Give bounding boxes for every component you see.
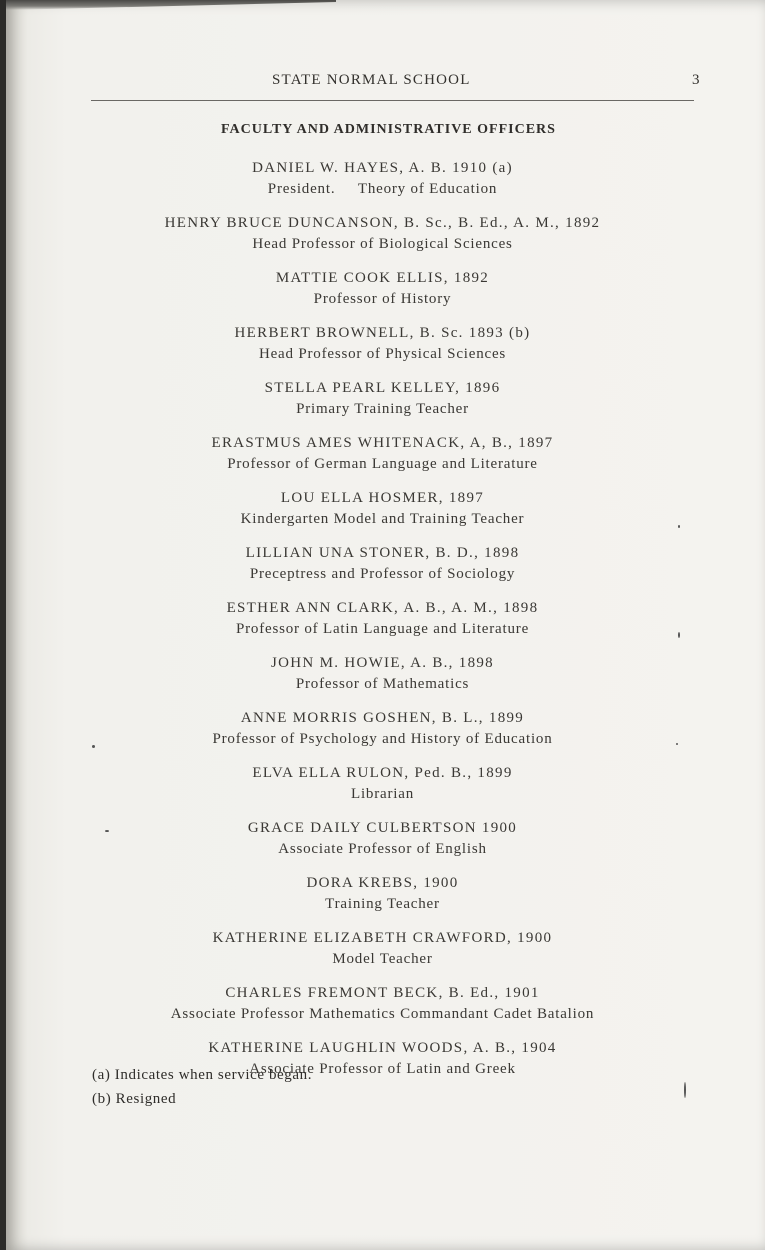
faculty-title: Professor of Psychology and History of Education bbox=[212, 731, 553, 747]
faculty-title: Kindergarten Model and Training Teacher bbox=[240, 511, 525, 527]
faculty-name: HENRY BRUCE DUNCANSON, B. Sc., B. Ed., A. M., 1892 bbox=[164, 215, 601, 231]
scan-speck bbox=[92, 745, 95, 748]
header-rule bbox=[91, 100, 694, 101]
faculty-entry bbox=[0, 928, 765, 970]
faculty-title: Associate Professor of Latin and Greek bbox=[249, 1061, 516, 1077]
faculty-name: HERBERT BROWNELL, B. Sc. 1893 (b) bbox=[234, 325, 531, 341]
faculty-entry bbox=[0, 213, 765, 255]
faculty-title: Training Teacher bbox=[325, 896, 440, 912]
faculty-entry bbox=[0, 433, 765, 475]
scan-speck bbox=[684, 1082, 686, 1098]
faculty-title: Professor of Mathematics bbox=[295, 676, 470, 692]
page-number: 3 bbox=[692, 72, 700, 88]
scan-speck bbox=[678, 525, 680, 528]
faculty-entry bbox=[0, 543, 765, 585]
faculty-entry bbox=[0, 268, 765, 310]
faculty-title: Model Teacher bbox=[332, 951, 433, 967]
faculty-title: Head Professor of Physical Sciences bbox=[258, 346, 507, 362]
faculty-title: Primary Training Teacher bbox=[296, 401, 469, 417]
faculty-title: Librarian bbox=[350, 786, 414, 802]
faculty-name: CHARLES FREMONT BECK, B. Ed., 1901 bbox=[225, 985, 540, 1001]
faculty-entry bbox=[0, 873, 765, 915]
faculty-list bbox=[0, 158, 765, 1080]
faculty-title: President. Theory of Education bbox=[267, 181, 498, 197]
faculty-name: KATHERINE LAUGHLIN WOODS, A. B., 1904 bbox=[208, 1040, 557, 1056]
faculty-title: Professor of Latin Language and Literature bbox=[235, 621, 530, 637]
scan-edge-shadow bbox=[6, 0, 336, 10]
faculty-name: ESTHER ANN CLARK, A. B., A. M., 1898 bbox=[226, 600, 539, 616]
faculty-entry bbox=[0, 488, 765, 530]
faculty-title: Associate Professor of English bbox=[278, 841, 487, 857]
faculty-name: LILLIAN UNA STONER, B. D., 1898 bbox=[245, 545, 520, 561]
faculty-title: Associate Professor Mathematics Commandant Cadet Batalion bbox=[170, 1006, 595, 1022]
section-heading: FACULTY AND ADMINISTRATIVE OFFICERS bbox=[221, 122, 556, 137]
faculty-name: DORA KREBS, 1900 bbox=[306, 875, 459, 891]
footnote-b: (b) Resigned bbox=[92, 1091, 177, 1107]
page-header bbox=[0, 72, 765, 96]
faculty-entry bbox=[0, 708, 765, 750]
faculty-entry bbox=[0, 763, 765, 805]
footnote-a: (a) Indicates when service began. bbox=[92, 1067, 313, 1083]
scan-speck bbox=[678, 632, 680, 638]
faculty-title: Preceptress and Professor of Sociology bbox=[249, 566, 516, 582]
faculty-entry bbox=[0, 378, 765, 420]
faculty-name: STELLA PEARL KELLEY, 1896 bbox=[264, 380, 501, 396]
faculty-name: GRACE DAILY CULBERTSON 1900 bbox=[247, 820, 518, 836]
faculty-entry bbox=[0, 598, 765, 640]
scan-speck bbox=[676, 743, 678, 745]
faculty-entry bbox=[0, 158, 765, 200]
faculty-name: ELVA ELLA RULON, Ped. B., 1899 bbox=[252, 765, 513, 781]
faculty-name: KATHERINE ELIZABETH CRAWFORD, 1900 bbox=[212, 930, 553, 946]
faculty-name: JOHN M. HOWIE, A. B., 1898 bbox=[271, 655, 494, 671]
faculty-entry bbox=[0, 653, 765, 695]
faculty-name: MATTIE COOK ELLIS, 1892 bbox=[275, 270, 490, 286]
faculty-name: LOU ELLA HOSMER, 1897 bbox=[280, 490, 485, 506]
faculty-entry bbox=[0, 983, 765, 1025]
faculty-title: Head Professor of Biological Sciences bbox=[252, 236, 513, 252]
faculty-name: DANIEL W. HAYES, A. B. 1910 (a) bbox=[252, 160, 513, 176]
faculty-name: ERASTMUS AMES WHITENACK, A, B., 1897 bbox=[211, 435, 554, 451]
faculty-entry bbox=[0, 818, 765, 860]
faculty-entry bbox=[0, 323, 765, 365]
running-title: STATE NORMAL SCHOOL bbox=[272, 72, 471, 88]
faculty-title: Professor of History bbox=[313, 291, 452, 307]
faculty-title: Professor of German Language and Literature bbox=[227, 456, 538, 472]
footnotes bbox=[92, 1063, 312, 1111]
scan-speck bbox=[105, 830, 109, 832]
faculty-name: ANNE MORRIS GOSHEN, B. L., 1899 bbox=[240, 710, 525, 726]
